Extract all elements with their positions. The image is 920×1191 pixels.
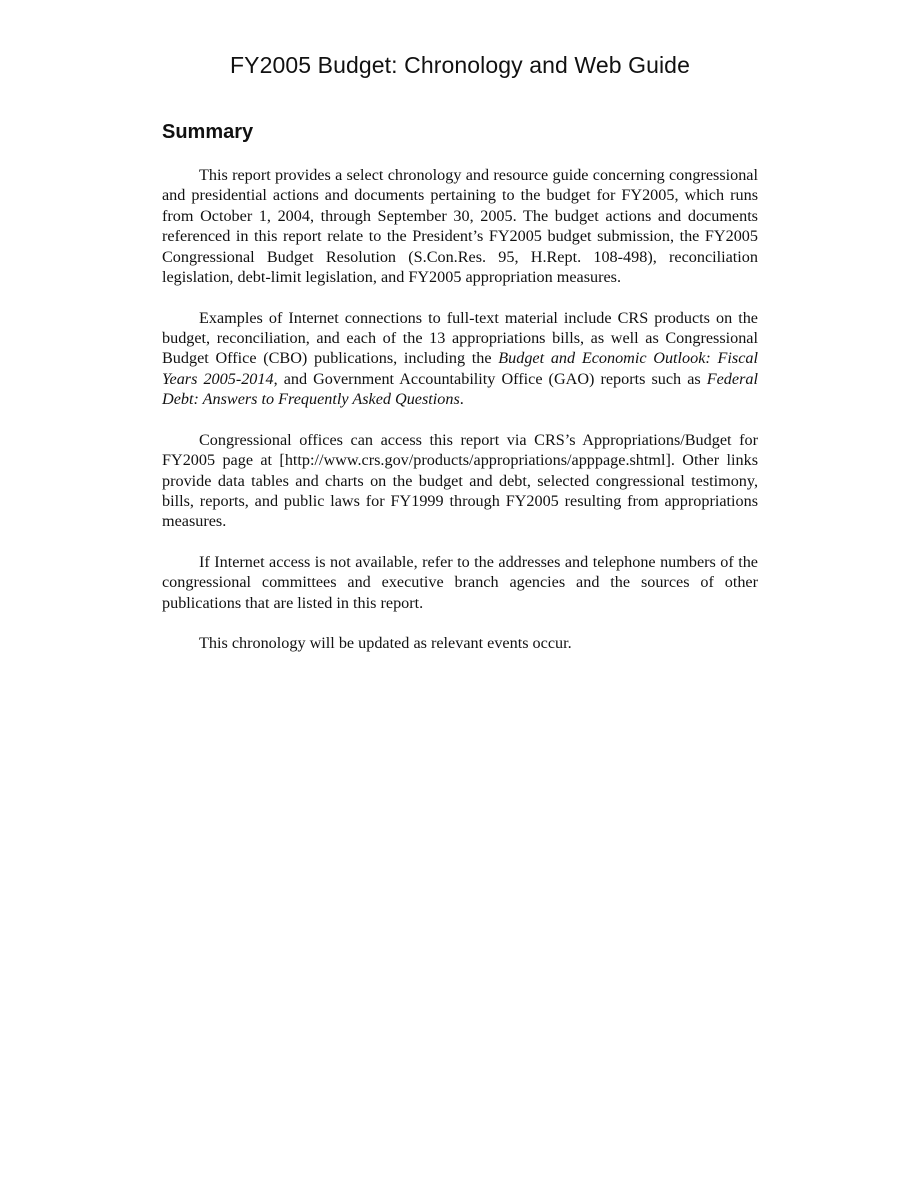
paragraph-no-internet: If Internet access is not available, refer to the addresses and telephone numbers of the congressional committees and executive branch agencies and the sources of other publications that are listed in this report. — [162, 553, 758, 612]
paragraph-text: . — [459, 390, 464, 409]
cbo-publication-title: Budget and Economic Outlook: Fiscal Years 2005-2014 — [162, 349, 758, 388]
summary-body — [162, 165, 758, 654]
page-title: FY2005 Budget: Chronology and Web Guide — [230, 52, 690, 78]
gao-report-title: Federal Debt: Answers to Frequently Asked Questions — [162, 369, 758, 409]
paragraph-access: Congressional offices can access this report via CRS’s Appropriations/Budget for FY2005 page at [http://www.crs.gov/products/appropriations/apppage.shtml]. Other links provide data tables and charts on the budget and debt, selected congressional testimony, bills, reports, and public laws for FY1999 through FY2005 resulting from appropriations measures. — [162, 430, 758, 531]
paragraph-update-note: This chronology will be updated as relevant events occur. — [199, 634, 572, 653]
paragraph-text: Examples of Internet connections to full-text material include CRS products on the budget, reconciliation, and each of the 13 appropriations bills, as well as Congressional Budget Office (CBO) publications, including the — [162, 308, 758, 368]
paragraph-internet-examples — [162, 308, 758, 410]
paragraph-text: , and Government Accountability Office (GAO) reports such as — [273, 369, 707, 388]
summary-heading: Summary — [162, 121, 254, 143]
paragraph-overview: This report provides a select chronology and resource guide concerning congressional and presidential actions and documents pertaining to the budget for FY2005, which runs from October 1, 2004, through September 30, 2005. The budget actions and documents referenced in this report relate to the President’s FY2005 budget submission, the FY2005 Congressional Budget Resolution (S.Con.Res. 95, H.Rept. 108-498), reconciliation legislation, debt-limit legislation, and FY2005 appropriation measures. — [162, 166, 758, 287]
